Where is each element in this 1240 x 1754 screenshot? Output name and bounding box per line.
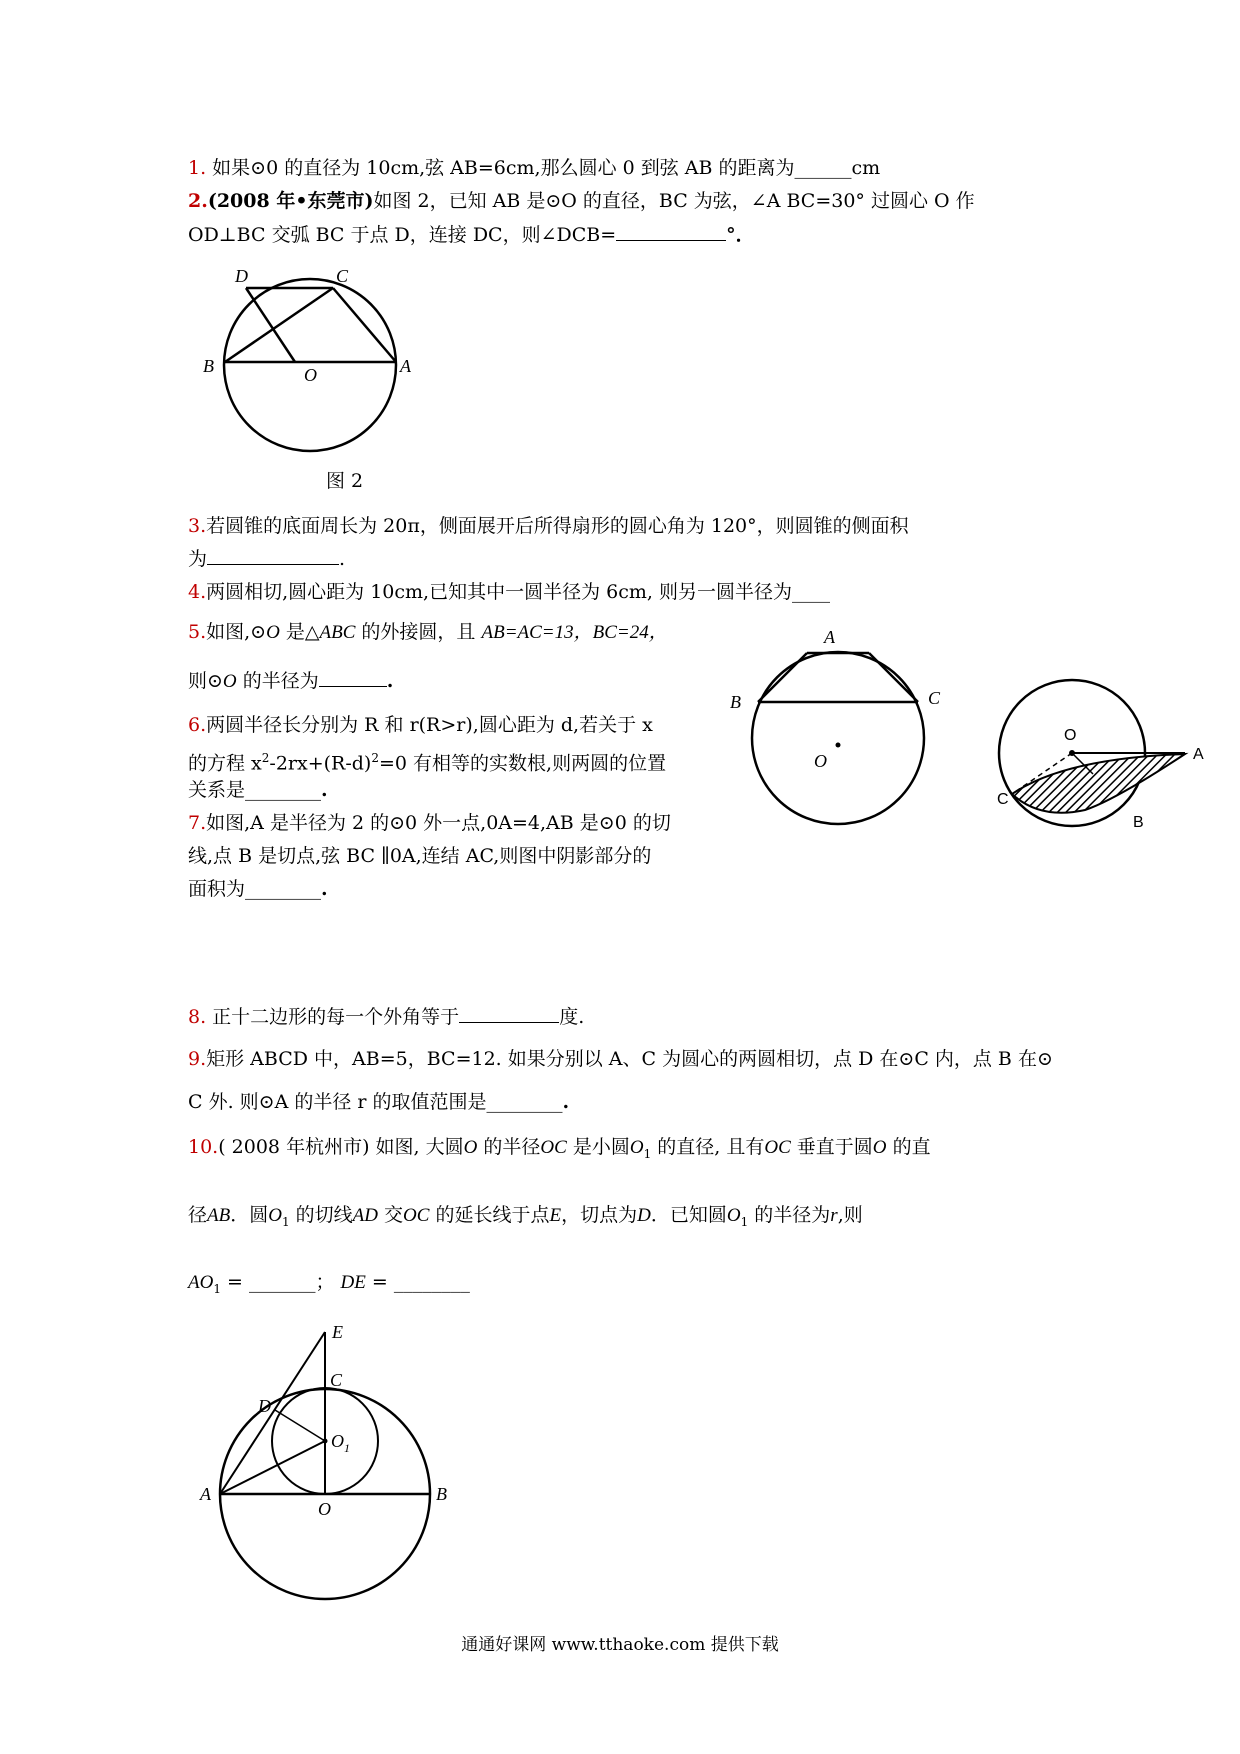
question-number: 1. [188, 157, 207, 179]
question-3-line-1 [188, 514, 909, 538]
answer-blank: ________ [245, 779, 322, 801]
label-e: E [332, 1322, 343, 1342]
label-b: B [1133, 814, 1144, 831]
answer-blank [207, 546, 339, 565]
question-number: 3. [188, 515, 207, 537]
label-b: B [730, 692, 741, 712]
question-2-line-2 [188, 222, 755, 247]
label-c: C [997, 791, 1009, 808]
question-number: 8. [188, 1006, 207, 1028]
question-5-line-2: 则⊙O 的半径为 . [188, 670, 394, 692]
answer-blank: ________ [486, 1091, 563, 1113]
page-footer: 通通好课网 www.tthaoke.com 提供下载 [461, 1635, 779, 1655]
question-number: 10. [188, 1136, 219, 1158]
center-point [836, 743, 841, 748]
question-2-line-1 [188, 189, 975, 213]
label-a: A [200, 1484, 211, 1504]
answer-blank [616, 222, 726, 241]
label-b: B [203, 356, 214, 376]
question-text: 如图 2，已知 AB 是⊙O 的直径，BC 为弦，∠A BC=30° 过圆心 O 作 [373, 190, 975, 212]
question-9-line-1: 9.矩形 ABCD 中，AB=5，BC=12. 如果分别以 A、C 为圆心的两圆相切，点 D 在⊙C 内，点 B 在⊙ [188, 1048, 1053, 1070]
label-o: O [1064, 727, 1077, 744]
degree-mark: °． [726, 224, 755, 246]
shaded-region [1012, 754, 1185, 813]
tail: . [339, 548, 346, 570]
question-number: 9. [188, 1048, 207, 1070]
question-text: 若圆锥的底面周长为 20π，侧面展开后所得扇形的圆心角为 120°，则圆锥的侧面积 [206, 515, 909, 537]
label-a: A [1193, 746, 1204, 763]
chord-ac [869, 653, 918, 702]
label-b: B [436, 1484, 447, 1504]
label-o1: $O_1$ [331, 1431, 350, 1455]
question-number: 5. [188, 621, 207, 643]
answer-blank: ______ [794, 157, 852, 179]
answer-blank-de: ________ [393, 1271, 470, 1293]
figure-2-caption: 图 2 [326, 470, 364, 492]
question-source: (2008 年•东莞市) [207, 190, 374, 212]
question-3-line-2 [188, 546, 345, 571]
question-1 [188, 156, 880, 180]
answer-blank: ____ [791, 581, 830, 603]
question-5-line-1: 5.如图,⊙O 是△ABC 的外接圆，且 AB=AC=13，BC=24， [188, 621, 668, 643]
label-a: A [824, 627, 835, 647]
answer-blank [319, 668, 387, 687]
segment-od [246, 288, 295, 362]
label-d: D [258, 1396, 271, 1416]
chord-bc [225, 288, 333, 362]
answer-blank-ao1: _______ [248, 1271, 316, 1293]
question-7-line-2: 线,点 B 是切点,弦 BC ∥0A,连结 AC,则图中阴影部分的 [188, 845, 652, 867]
question-text: 两圆相切,圆心距为 10cm,已知其中一圆半径为 6cm, 则另一圆半径为 [206, 581, 792, 603]
label-c: C [330, 1370, 343, 1390]
question-10-line-1: 10.( 2008 年杭州市) 如图, 大圆O 的半径OC 是小圆$O_1$ 的直径, 且有OC 垂直于圆O 的直 [188, 1136, 931, 1161]
question-number: 7. [188, 812, 207, 834]
question-6-line-3: 关系是________. [188, 779, 328, 801]
label-o: O [304, 365, 317, 385]
tangent-ae [220, 1332, 325, 1494]
figure-q10-tangent-circles [200, 1318, 460, 1608]
answer-blank [459, 1004, 559, 1023]
center-point [1069, 750, 1075, 756]
segment-o1d [275, 1410, 325, 1441]
question-number: 6. [188, 714, 207, 736]
circle-o [752, 652, 924, 824]
center-o1 [323, 1439, 328, 1444]
question-number: 2. [188, 190, 208, 212]
question-7-line-1: 7.如图,A 是半径为 2 的⊙0 外一点,0A=4,AB 是⊙0 的切 [188, 812, 671, 834]
question-text: OD⊥BC 交弧 BC 于点 D，连接 DC，则∠DCB= [188, 224, 617, 246]
answer-blank: ________ [245, 878, 322, 900]
question-9-line-2: C 外. 则⊙A 的半径 r 的取值范围是________. [188, 1091, 570, 1113]
label-o: O [318, 1499, 331, 1519]
label-a: A [400, 356, 411, 376]
question-8: 8. 正十二边形的每一个外角等于 度. [188, 1006, 585, 1028]
question-6-line-1: 6.两圆半径长分别为 R 和 r(R>r),圆心距为 d,若关于 x [188, 714, 653, 736]
question-text: 如果⊙0 的直径为 10cm,弦 AB=6cm,那么圆心 0 到弦 AB 的距离为 [206, 157, 795, 179]
question-10-line-2: 径AB．圆$O_1$ 的切线AD 交OC 的延长线于点E，切点为D．已知圆$O_1$ 的半径为r,则 [188, 1204, 863, 1229]
label-c: C [928, 688, 941, 708]
question-6-line-2: 的方程 $x^2-2rx+(R-d)^2=0$ 有相等的实数根,则两圆的位置 [188, 751, 667, 775]
figure-q5-circumcircle [730, 627, 950, 845]
figure-q7-shaded-circle [995, 670, 1215, 840]
label-d: D [235, 266, 248, 286]
question-4 [188, 580, 830, 604]
question-10-line-3: $AO_1$ = _______； DE = ________ [188, 1271, 470, 1296]
label-c: C [336, 266, 349, 286]
question-7-line-3: 面积为________. [188, 878, 328, 900]
question-text: 为 [188, 548, 208, 570]
unit: cm [851, 157, 881, 179]
chord-ba [758, 653, 807, 702]
label-o: O [814, 751, 827, 771]
figure-2-circle-diagram [200, 265, 450, 490]
question-number: 4. [188, 581, 207, 603]
